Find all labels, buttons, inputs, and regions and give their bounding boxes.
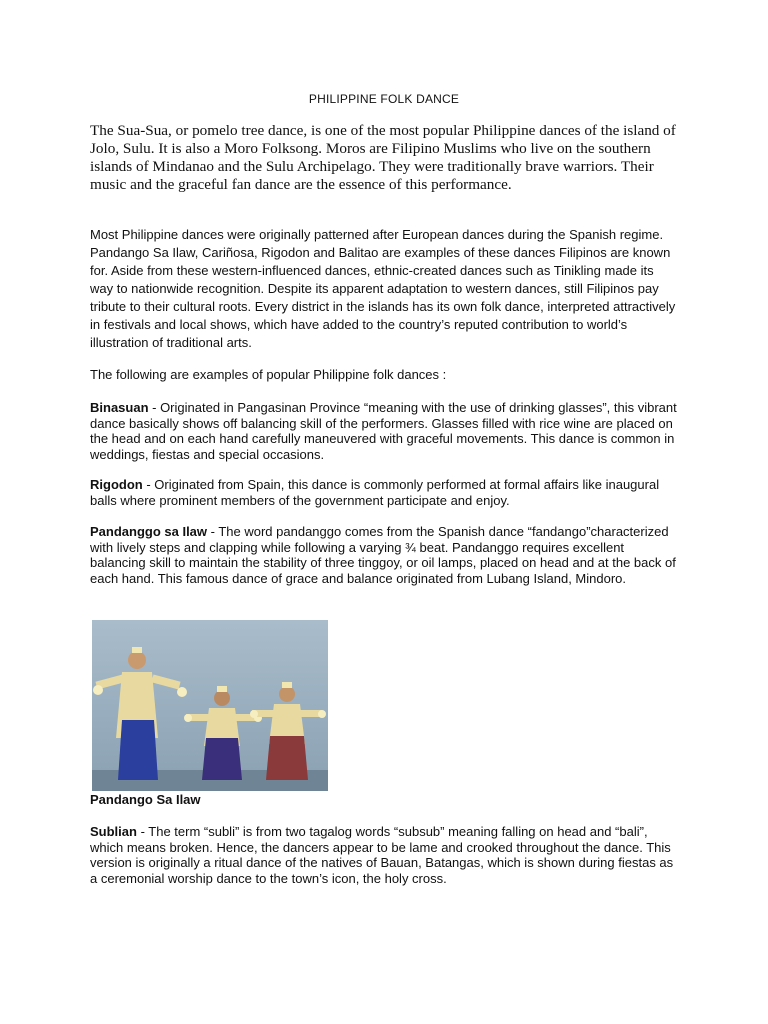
photo-caption: Pandango Sa Ilaw (90, 792, 201, 807)
dance-description: - The word pandanggo comes from the Spanish dance “fandango”characterized with lively steps and clapping while following a varying ¾ beat. Pandanggo requires excellent balancing skill to maintain the stability of three tinggoy, or oil lamps, placed on head and at the back of each hand. This famous dance of grace and balance originated from Lubang Island, Mindoro. (90, 524, 676, 586)
dance-name: Binasuan (90, 400, 149, 415)
dance-description: - Originated from Spain, this dance is commonly performed at formal affairs like inaugural balls where prominent members of the government participate and enjoy. (90, 477, 660, 508)
dance-description: - Originated in Pangasinan Province “meaning with the use of drinking glasses”, this vibrant dance basically shows off balancing skill of the performers. Glasses filled with rice wine are placed on the head and on each hand carefully maneuvered with graceful movements. This dance is common in weddings, fiestas and special occasions. (90, 400, 677, 462)
dance-photo-illustration (92, 620, 328, 791)
dance-entry-pandanggo (90, 524, 678, 586)
history-paragraph: Most Philippine dances were originally patterned after European dances during the Spanish regime. Pandango Sa Ilaw, Cariñosa, Rigodon and Balitao are examples of these dances Filipinos are known for. Aside from these western-influenced dances, ethnic-created dances such as Tinikling made its way to nationwide recognition. Despite its apparent adaptation to western dances, still Filipinos pay tribute to their cultural roots. Every district in the islands has its own folk dance, interpreted attractively in festivals and local shows, which have added to the country’s reputed contribution to world’s illustration of traditional arts. (90, 227, 676, 350)
dance-entry-sublian (90, 824, 678, 886)
dance-entry-binasuan (90, 400, 678, 462)
dance-photo (92, 620, 328, 791)
dance-name: Rigodon (90, 477, 143, 492)
dance-name: Pandanggo sa Ilaw (90, 524, 208, 539)
dance-entry-rigodon (90, 477, 678, 508)
intro-paragraph: The Sua-Sua, or pomelo tree dance, is one of the most popular Philippine dances of the island of Jolo, Sulu. It is also a Moro Folksong. Moros are Filipino Muslims who live on the southern islands of Mindanao and the Sulu Archipelago. They were traditionally brave warriors. Their music and the graceful fan dance are the essence of this performance. (90, 122, 676, 193)
dance-name: Sublian (90, 824, 137, 839)
dance-description: - The term “subli” is from two tagalog words “subsub” meaning falling on head and “bali”, which means broken. Hence, the dancers appear to be lame and crooked throughout the dance. This version is originally a ritual dance of the natives of Bauan, Batangas, which is shown during fiestas as a ceremonial worship dance to the town’s icon, the holy cross. (90, 824, 674, 886)
list-intro-paragraph: The following are examples of popular Philippine folk dances : (90, 367, 447, 382)
page-title: PHILIPPINE FOLK DANCE (308, 92, 460, 106)
